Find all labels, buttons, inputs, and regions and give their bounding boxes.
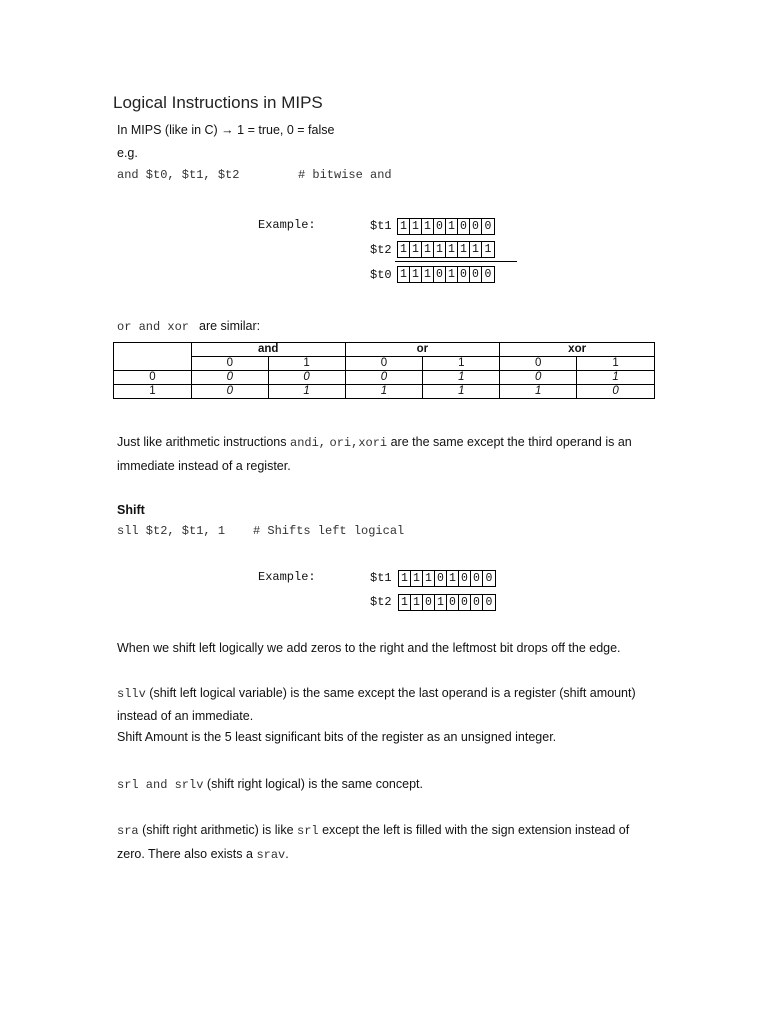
table-subheader: 0 [191, 357, 268, 371]
or-xor-code: or and xor [117, 320, 190, 334]
bit-cell: 1 [399, 571, 411, 586]
sra-code: sra [117, 824, 139, 838]
immediate-pre: Just like arithmetic instructions [117, 435, 287, 449]
bit-cell: 1 [423, 571, 435, 586]
table-group-header: or [345, 343, 500, 357]
bit-register [397, 241, 495, 258]
register-label: $t1 [370, 571, 392, 585]
table-subheader: 1 [268, 357, 345, 371]
srav-end: . [285, 847, 289, 861]
table-subheader-row [114, 357, 655, 371]
bit-register [398, 570, 496, 587]
table-cell: 1 [423, 385, 500, 399]
bit-cell: 1 [435, 595, 447, 610]
row-label: 1 [114, 385, 192, 399]
example-label-and: Example: [258, 218, 316, 232]
table-subheader: 0 [500, 357, 577, 371]
immediate-line [117, 435, 632, 450]
bit-cell: 1 [434, 242, 446, 257]
page-title: Logical Instructions in MIPS [113, 93, 323, 112]
bit-cell: 1 [410, 267, 422, 282]
bit-cell: 0 [485, 596, 493, 609]
bit-cell: 1 [398, 242, 410, 257]
bit-cell: 1 [458, 242, 470, 257]
table-row [114, 371, 655, 385]
bit-cell: 0 [470, 219, 482, 234]
truth-table [113, 342, 655, 399]
table-group-header: and [191, 343, 345, 357]
srav-pre: zero. There also exists a [117, 847, 253, 861]
ori-code: ori, [329, 436, 359, 450]
srl-text: (shift right logical) is the same concept. [206, 777, 423, 791]
intro-line: In MIPS (like in C) → 1 = true, 0 = false [117, 123, 335, 137]
table-header-row [114, 343, 655, 357]
sll-instruction: sll $t2, $t1, 1 [117, 524, 226, 538]
eg-label: e.g. [117, 146, 138, 160]
bit-cell: 0 [434, 267, 446, 282]
shift-amount-note: Shift Amount is the 5 least significant bits of the register as an unsigned integer. [117, 730, 557, 744]
shift-explanation: When we shift left logically we add zeros to the right and the leftmost bit drops off the edge. [117, 641, 621, 655]
and-instruction: and $t0, $t1, $t2 [117, 168, 240, 182]
sll-comment: # Shifts left logical [253, 524, 405, 538]
bit-cell: 1 [470, 242, 482, 257]
table-cell: 0 [268, 371, 345, 385]
result-divider [395, 261, 517, 262]
bit-cell: 0 [458, 219, 470, 234]
bit-cell: 0 [484, 268, 492, 281]
table-cell: 0 [500, 371, 577, 385]
bit-cell: 0 [471, 571, 483, 586]
bit-cell: 1 [398, 219, 410, 234]
row-label: 0 [114, 371, 192, 385]
sllv-line-2: instead of an immediate. [117, 709, 254, 723]
bit-cell: 1 [422, 267, 434, 282]
table-cell: 0 [191, 385, 268, 399]
bit-cell: 0 [459, 571, 471, 586]
bit-cell: 1 [410, 242, 422, 257]
bit-cell: 1 [411, 571, 423, 586]
bit-cell: 0 [458, 267, 470, 282]
and-comment: # bitwise and [298, 168, 392, 182]
sra-line [117, 823, 629, 838]
register-label: $t2 [370, 595, 392, 609]
sra-text-2: except the left is filled with the sign extension instead of [322, 823, 630, 837]
table-cell: 1 [423, 371, 500, 385]
sllv-text: (shift left logical variable) is the same except the last operand is a register (shift amount) [149, 686, 636, 700]
bit-cell: 1 [399, 595, 411, 610]
table-cell: 1 [345, 385, 423, 399]
immediate-line-2: immediate instead of a register. [117, 459, 291, 473]
srl-line [117, 777, 423, 792]
bit-register [397, 218, 495, 235]
bit-cell: 1 [446, 219, 458, 234]
example-label-sll: Example: [258, 570, 316, 584]
table-cell: 1 [268, 385, 345, 399]
bit-cell: 1 [398, 267, 410, 282]
table-cell: 1 [577, 371, 655, 385]
bit-cell: 1 [484, 243, 492, 256]
shift-heading: Shift [117, 503, 145, 517]
table-cell: 0 [577, 385, 655, 399]
bit-cell: 1 [446, 267, 458, 282]
register-label: $t1 [370, 219, 392, 233]
bit-cell: 0 [459, 595, 471, 610]
bit-register [397, 266, 495, 283]
sllv-line [117, 686, 636, 701]
bit-cell: 0 [447, 595, 459, 610]
table-cell: 0 [345, 371, 423, 385]
sllv-code: sllv [117, 687, 146, 701]
bit-cell: 0 [435, 571, 447, 586]
bit-cell: 0 [484, 220, 492, 233]
similar-text: are similar: [199, 319, 261, 333]
bit-cell: 0 [423, 595, 435, 610]
bit-cell: 1 [447, 571, 459, 586]
register-label: $t0 [370, 268, 392, 282]
srl-code: srl and srlv [117, 778, 204, 792]
bit-cell: 1 [411, 595, 423, 610]
srl-code-inline: srl [297, 824, 319, 838]
srav-code: srav [256, 848, 286, 862]
bit-cell: 0 [471, 595, 483, 610]
bit-cell: 1 [422, 219, 434, 234]
table-subheader: 1 [423, 357, 500, 371]
bit-cell: 0 [485, 572, 493, 585]
sra-line-2 [117, 847, 289, 862]
bit-cell: 1 [446, 242, 458, 257]
table-subheader: 1 [577, 357, 655, 371]
andi-code: andi, [290, 436, 327, 450]
register-label: $t2 [370, 243, 392, 257]
table-cell: 0 [191, 371, 268, 385]
table-subheader: 0 [345, 357, 423, 371]
bit-cell: 1 [422, 242, 434, 257]
table-cell: 1 [500, 385, 577, 399]
xori-code: xori [358, 436, 388, 450]
table-group-header: xor [500, 343, 655, 357]
sra-text: (shift right arithmetic) is like [142, 823, 294, 837]
table-corner-cell [114, 343, 192, 371]
immediate-post: are the same except the third operand is an [390, 435, 632, 449]
bit-register [398, 594, 496, 611]
table-row [114, 385, 655, 399]
bit-cell: 0 [470, 267, 482, 282]
bit-cell: 0 [434, 219, 446, 234]
bit-cell: 1 [410, 219, 422, 234]
